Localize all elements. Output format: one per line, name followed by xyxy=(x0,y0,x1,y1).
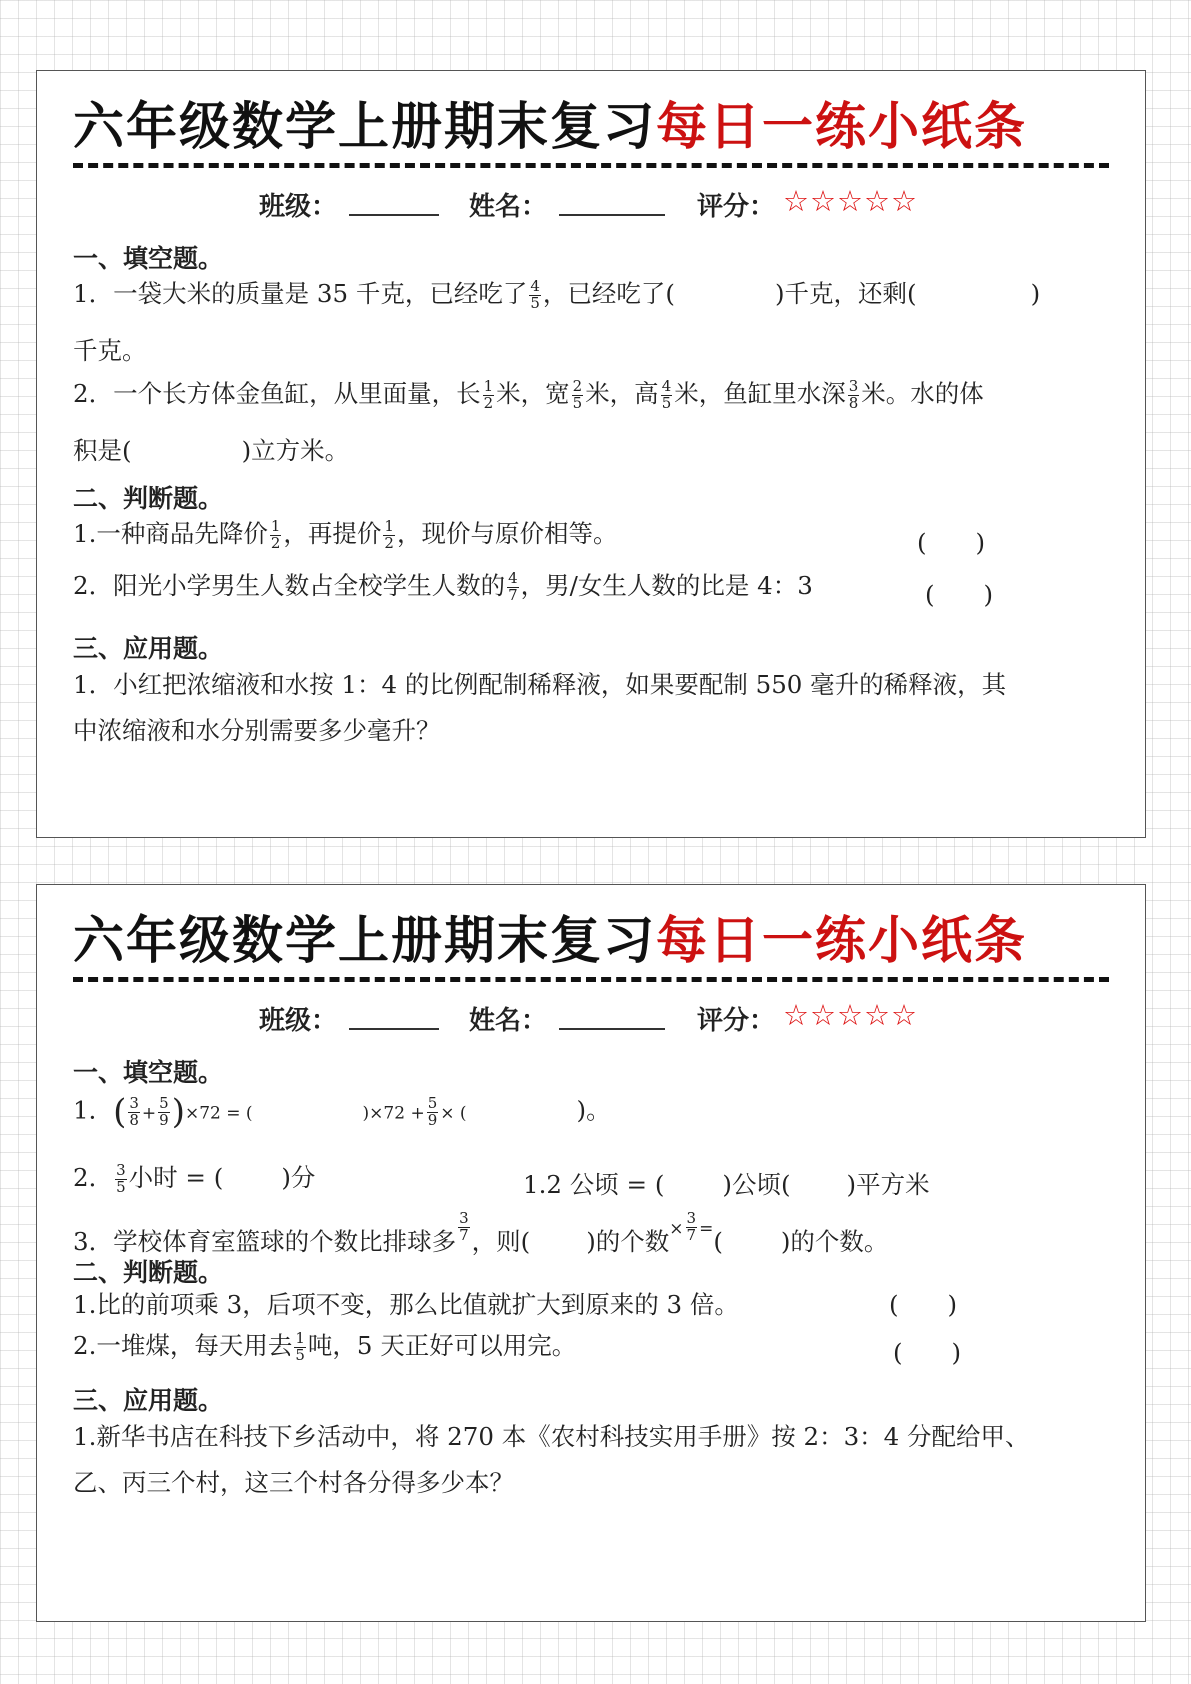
score-label: 评分： xyxy=(697,192,776,222)
question-2-1: 1．( $\frac{3}{8}$ + $\frac{5}{9}$ )×72 = ( )×72 + $\frac{5}{9}$ × ( )。 xyxy=(73,1092,611,1132)
question-2-2-b: 1.2 公顷 = ( )公顷( )平方米 xyxy=(523,1170,930,1199)
question-1-2-cont: 积是( )立方米。 xyxy=(73,436,350,465)
application-1-line1: 1.新华书店在科技下乡活动中，将 270 本《农村科技实用手册》按 2：3：4 分配给甲、 xyxy=(73,1422,1030,1451)
question-1-1-cont: 千克。 xyxy=(73,336,147,365)
question-2-2: 2． $\frac{3}{5}$ 小时 = ( )分 xyxy=(73,1161,316,1196)
practice-card-1 xyxy=(36,70,1146,838)
section-true-false: 二、判断题。 xyxy=(73,1258,224,1287)
card-title: 六年级数学上册期末复习每日一练小纸条 xyxy=(73,912,1028,971)
section-application: 三、应用题。 xyxy=(73,1386,224,1415)
judge-2-answer[interactable]: ( ) xyxy=(925,580,994,609)
section-application: 三、应用题。 xyxy=(73,634,224,663)
name-blank[interactable] xyxy=(559,214,665,216)
question-1-2: 2．一个长方体金鱼缸，从里面量，长 $\frac{1}{2}$ 米，宽 $\frac{2}{5}$ 米，高 $\frac{4}{5}$ 米，鱼缸里水深 $\frac{3}{8}$ 米。水的体 xyxy=(73,377,984,412)
application-1-line1: 1．小红把浓缩液和水按 1：4 的比例配制稀释液，如果要配制 550 毫升的稀释液，其 xyxy=(73,670,1007,699)
name-label: 姓名： xyxy=(469,192,548,222)
application-1-line2: 乙、丙三个村，这三个村各分得多少本？ xyxy=(73,1468,514,1497)
class-blank[interactable] xyxy=(349,1028,439,1030)
judge-1: 1.一种商品先降价 $\frac{1}{2}$ ，再提价 $\frac{1}{2}$ ，现价与原价相等。 xyxy=(73,517,618,552)
name-label: 姓名： xyxy=(469,1006,548,1036)
card-title: 六年级数学上册期末复习每日一练小纸条 xyxy=(73,98,1028,157)
question-2-3: 3．学校体育室篮球的个数比排球多 $\frac{3}{7}$ ，则( )的个数× $\frac{3}{7}$ =( )的个数。 xyxy=(73,1209,889,1256)
score-label: 评分： xyxy=(697,1006,776,1036)
judge-2: 2．阳光小学男生人数占全校学生人数的 $\frac{4}{7}$ ，男/女生人数的比是 4：3 xyxy=(73,569,813,604)
section-true-false: 二、判断题。 xyxy=(73,484,224,513)
question-1-1: 1．一袋大米的质量是 35 千克，已经吃了 $\frac{4}{5}$ ，已经吃了( )千克，还剩( ) xyxy=(73,277,1041,312)
section-fill-blank: 一、填空题。 xyxy=(73,1058,224,1087)
score-stars[interactable]: ☆☆☆☆☆ xyxy=(783,998,918,1032)
application-1-line2: 中浓缩液和水分别需要多少毫升？ xyxy=(73,716,441,745)
judge-1-answer[interactable]: ( ) xyxy=(889,1290,958,1319)
name-blank[interactable] xyxy=(559,1028,665,1030)
judge-1-answer[interactable]: ( ) xyxy=(917,528,986,557)
judge-1: 1.比的前项乘 3，后项不变，那么比值就扩大到原来的 3 倍。 xyxy=(73,1290,739,1319)
dashed-divider xyxy=(73,977,1109,982)
class-label: 班级： xyxy=(259,1006,338,1036)
judge-2: 2.一堆煤，每天用去 $\frac{1}{5}$ 吨，5 天正好可以用完。 xyxy=(73,1329,577,1364)
dashed-divider xyxy=(73,163,1109,168)
score-stars[interactable]: ☆☆☆☆☆ xyxy=(783,184,918,218)
judge-2-answer[interactable]: ( ) xyxy=(893,1338,962,1367)
fraction: $\frac{4}{5}$ xyxy=(530,277,540,312)
practice-card-2 xyxy=(36,884,1146,1622)
class-label: 班级： xyxy=(259,192,338,222)
section-fill-blank: 一、填空题。 xyxy=(73,244,224,273)
class-blank[interactable] xyxy=(349,214,439,216)
